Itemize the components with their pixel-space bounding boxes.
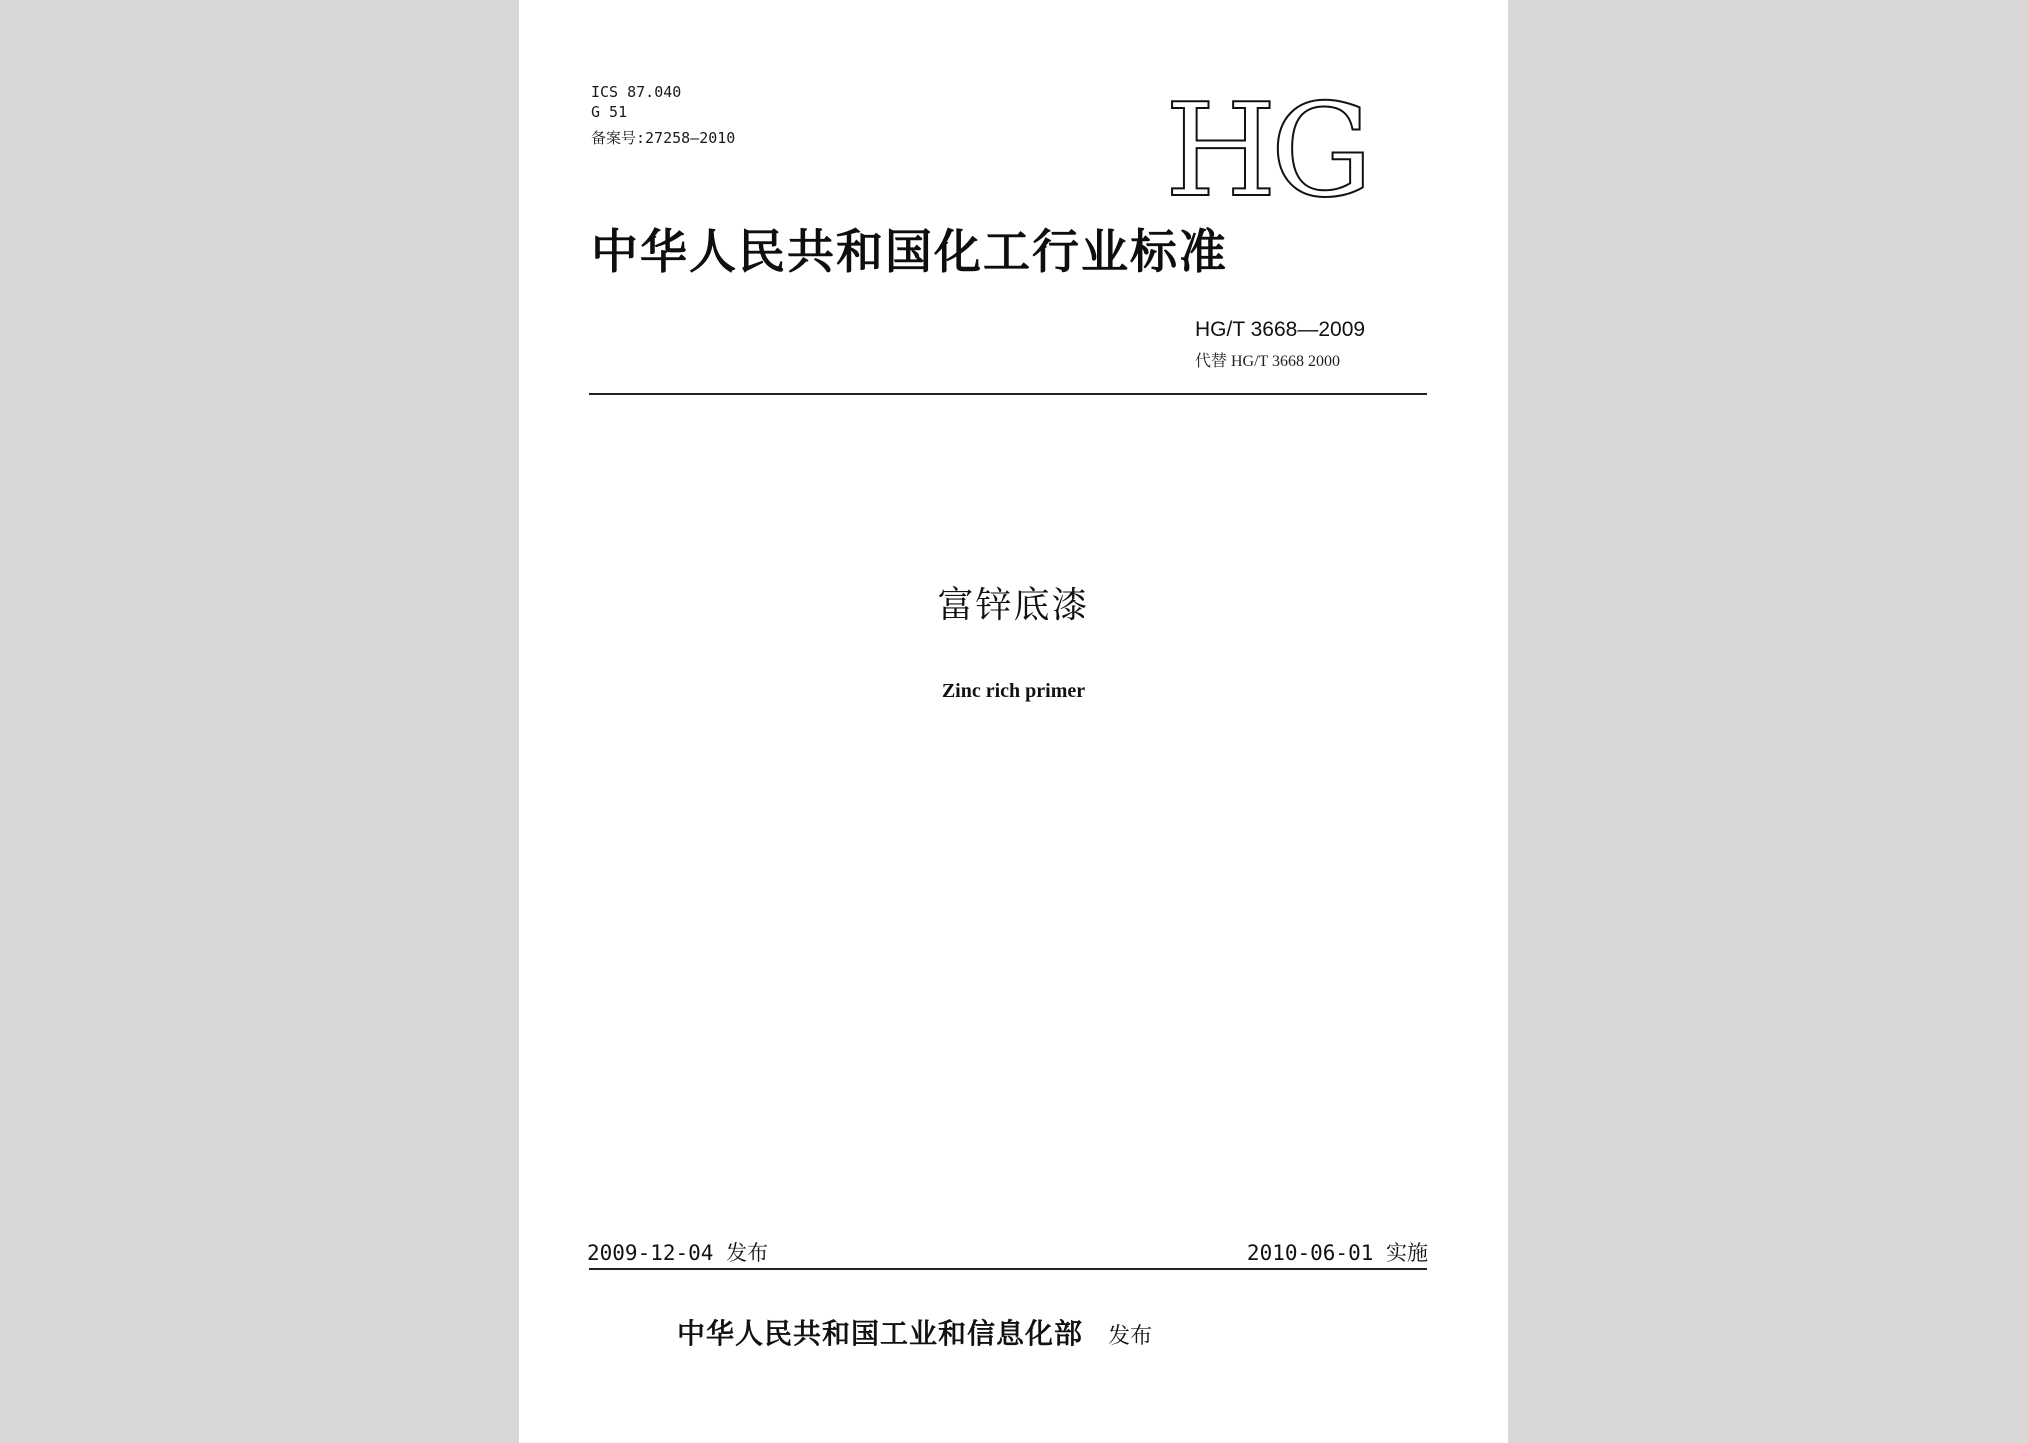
standard-code: HG/T 3668—2009 (1195, 318, 1366, 341)
replaces-standard: 代替 HG/T 3668 2000 (1195, 353, 1341, 370)
issuer-suffix: 发布 (1108, 1324, 1153, 1349)
issuer-name: 中华人民共和国工业和信息化部 (677, 1317, 1084, 1350)
hg-logo: HG (1165, 77, 1367, 226)
document-page (519, 0, 1508, 1443)
document-title-cn: 富锌底漆 (937, 585, 1090, 626)
standard-category-title: 中华人民共和国化工行业标准 (591, 225, 1228, 280)
document-title-en: Zinc rich primer (941, 680, 1086, 702)
issuer-block (677, 1316, 1152, 1355)
ics-code: ICS 87.040 (591, 83, 682, 101)
effective-date: 2010-06-01 实施 (1246, 1241, 1428, 1265)
footer-divider (589, 1268, 1427, 1270)
record-number: 备案号:27258—2010 (591, 129, 736, 147)
header-divider (589, 393, 1427, 395)
issue-date: 2009-12-04 发布 (587, 1241, 769, 1265)
ccs-code: G 51 (591, 103, 628, 121)
